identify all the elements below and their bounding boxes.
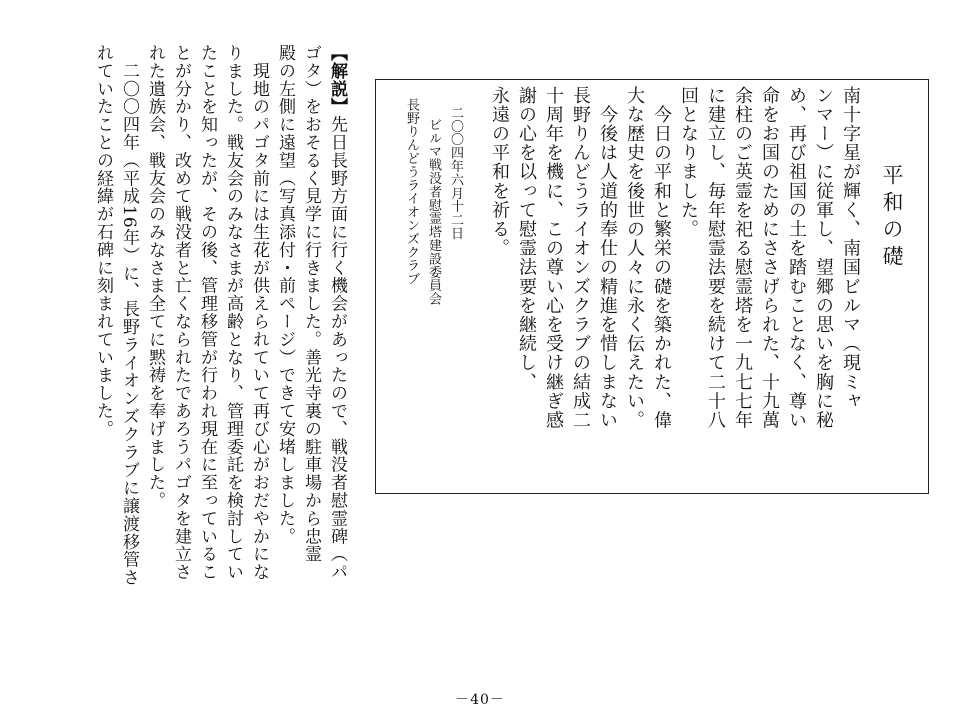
inscription-line: 南十字星が輝く、南国ビルマ（現ミャ xyxy=(840,86,861,411)
inscription-line: 謝の心を以って慰霊法要を継続し、 xyxy=(516,86,537,392)
commentary-section xyxy=(50,44,350,684)
inscription-line: 大な歴史を後世の人々に永く伝えたい。 xyxy=(624,86,645,430)
inscription-line: ンマー）に従軍し、望郷の思いを胸に秘 xyxy=(813,86,834,430)
commentary-label: 【解説】 xyxy=(327,44,347,116)
commentary-line: 現地のパゴタ前には生花が供えられていて再び心がおだやかにな xyxy=(249,44,269,581)
commentary-line: ゴタ）をおそるく見学に行きました。善光寺裏の駐車場から忠霊 xyxy=(301,44,321,564)
commentary-line: たことを知ったが、その後、管理移管が行われ現在に至っているこ xyxy=(197,44,217,581)
inscription-line: 回となりました。 xyxy=(678,86,699,239)
signatory-committee: ビルマ戦没者慰霊塔建設委員会 xyxy=(426,118,441,306)
monument-date: 二〇〇四年六月十二日 xyxy=(448,106,463,240)
inscription-line: 十周年を機に、この尊い心を受け継ぎ感 xyxy=(543,86,564,430)
inscription-line: 命をお国のためにささげられた、十九萬 xyxy=(759,86,780,430)
commentary-line: とが分かり、改めて戦没者と亡くなられたであろうパゴタを建立さ xyxy=(171,44,191,581)
inscription-line: 余柱のご英霊を祀る慰霊塔を一九七七年 xyxy=(732,86,753,430)
monument-title: 平和の礎 xyxy=(880,164,904,272)
commentary-line: れていたことの経緯が石碑に刻まれていました。 xyxy=(93,44,113,438)
inscription-line: 今後は人道的奉仕の精進を惜しまない xyxy=(597,86,618,430)
commentary-line: 殿の左側に遠望（写真添付・前ページ）できて安堵しました。 xyxy=(275,44,295,546)
commentary-line: れた遺族会、戦友会のみなさま全てに黙祷を奉げました。 xyxy=(145,44,165,510)
commentary-line: りました。戦友会のみなさまが高齢となり、管理委託を検討してい xyxy=(223,44,243,581)
monument-inscription-box xyxy=(375,79,929,494)
signatory-lions-club: 長野りんどうライオンズクラブ xyxy=(404,98,419,286)
commentary-line: 【解説】先日長野方面に行く機会があったので、戦没者慰霊碑（パ xyxy=(327,44,347,582)
inscription-line: 長野りんどうライオンズクラブの結成二 xyxy=(570,86,591,430)
inscription-line: に建立し、毎年慰霊法要を続けて二十八 xyxy=(705,86,726,430)
inscription-line: め、再び祖国の土を踏むことなく、尊い xyxy=(786,86,807,430)
monument-body xyxy=(486,86,864,486)
commentary-line: 二〇〇四年（平成16年）に、長野ライオンズクラブに譲渡移管さ xyxy=(119,44,139,587)
monument-signature xyxy=(400,98,466,468)
page-number: －40－ xyxy=(455,692,505,708)
inscription-line: 永遠の平和を祈る。 xyxy=(489,86,510,258)
inscription-line: 今日の平和と繁栄の礎を築かれた、偉 xyxy=(651,86,672,430)
